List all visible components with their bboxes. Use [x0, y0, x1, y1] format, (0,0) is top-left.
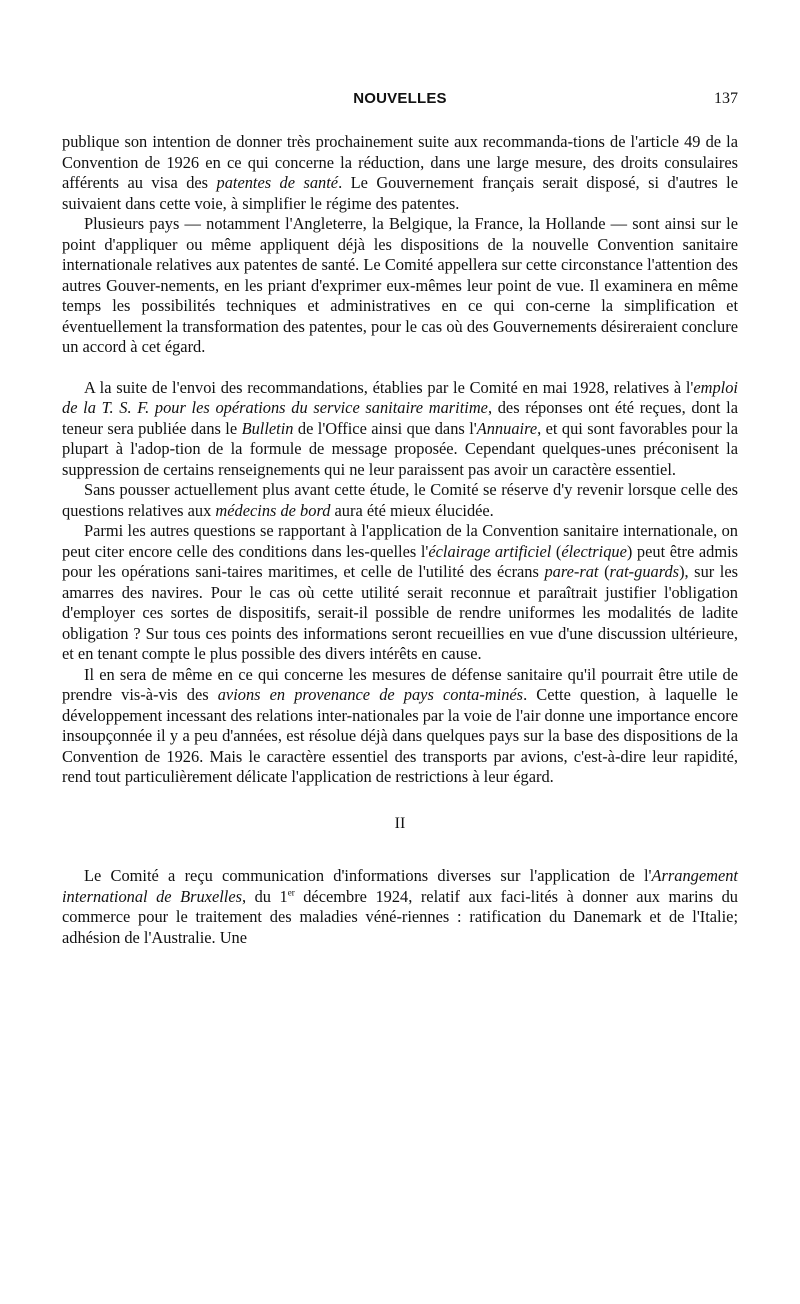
- text-run: , du 1: [242, 886, 288, 906]
- italic-run: éclairage artificiel: [428, 541, 552, 561]
- italic-run: patentes de santé: [216, 173, 339, 192]
- text-run: publique son intention de donner très prochainement suite aux recommanda-tions de l'article 49 de la Convention de 1926 en ce qui concerne la réduction, dans une large mesure, des droits consulaires afférents au visa des: [62, 132, 738, 192]
- text-run: ), sur les amarres des navires. Pour le cas où cette utilité serait reconnue et paraîtrait justifier l'obligation d'employer ces sortes de dispositifs, serait-il possible de rendre uniformes les modalités de ladite obligation ? Sur tous ces points des informations seront recueillies en vue d'une discussion ultérieure, et en tenant compte le plus possible des divers intérêts en cause.: [62, 562, 738, 663]
- text-run: Parmi les autres questions se rapportant à l'application de la Convention sanitaire internationale, on peut citer encore celle des conditions dans les-quelles l': [62, 521, 738, 561]
- text-run: (: [551, 541, 562, 561]
- text-run: ) peut être admis pour les opérations sani-taires maritimes, et celle de l'utilité des écrans: [62, 541, 739, 581]
- running-head: [62, 90, 738, 110]
- section-numeral: II: [394, 814, 406, 832]
- paragraph-4: [62, 480, 738, 521]
- text-run: Sans pousser actuellement plus avant cette étude, le Comité se réserve d'y revenir lorsque celle des questions relatives aux: [62, 480, 738, 520]
- paragraph-6: [62, 665, 738, 788]
- text-run: . Cette question, à laquelle le développement incessant des relations inter-nationales par la voie de l'air donne une importance encore insoupçonnée il y a peu d'années, est résolue déjà dans quelques pays sur la base des dispositions de la Convention de 1926. Mais le caractère essentiel des transports par avions, c'est-à-dire leur rapidité, rend tout particulièrement délicate l'application de restrictions à leur égard.: [62, 685, 738, 786]
- paragraph-5: [62, 521, 738, 665]
- italic-run: Bulletin: [241, 418, 294, 438]
- text-run: Le Comité a reçu communication d'informations diverses sur l'application de l': [84, 866, 652, 885]
- text-run: A la suite de l'envoi des recommandations, établies par le Comité en mai 1928, relatives à l': [84, 377, 694, 397]
- text-run: Il en sera de même en ce qui concerne les mesures de défense sanitaire qu'il pourrait être utile de prendre vis-à-vis des: [62, 664, 738, 704]
- text-run: de l'Office ainsi que dans l': [293, 418, 477, 438]
- text-run: , des réponses ont été reçues, dont la teneur sera publiée dans le: [62, 398, 738, 438]
- body-text: [62, 132, 738, 948]
- italic-run: rat-guards: [609, 562, 680, 581]
- text-run: . Le Gouvernement français serait disposé, si d'autres le suivaient dans cette voie, à simplifier le régime des patentes.: [62, 173, 738, 213]
- paragraph-3: [62, 378, 738, 481]
- text-run: , et qui sont favorables pour la plupart à l'adop-tion de la formule de message proposée. Cependant quelques-unes préconisent la suppression de certains renseignements qui ne leur paraissent pas avoir un caractère essentiel.: [62, 418, 738, 479]
- italic-run: avions en provenance de pays conta-minés: [217, 685, 524, 704]
- running-title: NOUVELLES: [353, 90, 447, 107]
- page-number: 137: [714, 90, 738, 107]
- superscript-run: er: [287, 887, 295, 898]
- text-run: Plusieurs pays — notamment l'Angleterre, la Belgique, la France, la Hollande — sont ainsi sur le point d'appliquer ou même appliquent déjà les dispositions de la nouvelle Convention sanitaire internationale relatives aux patentes de santé. Le Comité appellera sur cette circonstance l'attention des autres Gouver-nements, en les priant d'exprimer eux-mêmes leur point de vue. Il examinera en même temps les possibilités techniques et administratives en ce qui con-cerne la simplification et éventuellement la transformation des patentes, pour le cas où des Gouvernements désireraient conclure un accord à cet égard.: [62, 214, 738, 356]
- italic-run: emploi de la T. S. F. pour les opérations du service sanitaire maritime: [62, 377, 738, 417]
- paragraph-7: [62, 866, 738, 948]
- italic-run: Annuaire: [476, 418, 538, 438]
- text-run: (: [598, 562, 610, 581]
- italic-run: électrique: [561, 541, 627, 561]
- paragraph-2: [62, 214, 738, 358]
- italic-run: Arrangement international de Bruxelles: [62, 866, 738, 906]
- italic-run: pare-rat: [544, 562, 599, 581]
- text-run: décembre 1924, relatif aux faci-lités à donner aux marins du commerce pour le traitement des maladies véné-riennes : ratification du Danemark et de l'Italie; adhésion de l'Australie. Une: [62, 886, 738, 947]
- text-run: aura été mieux élucidée.: [330, 500, 494, 520]
- italic-run: médecins de bord: [215, 500, 331, 520]
- paragraph-1: [62, 132, 738, 214]
